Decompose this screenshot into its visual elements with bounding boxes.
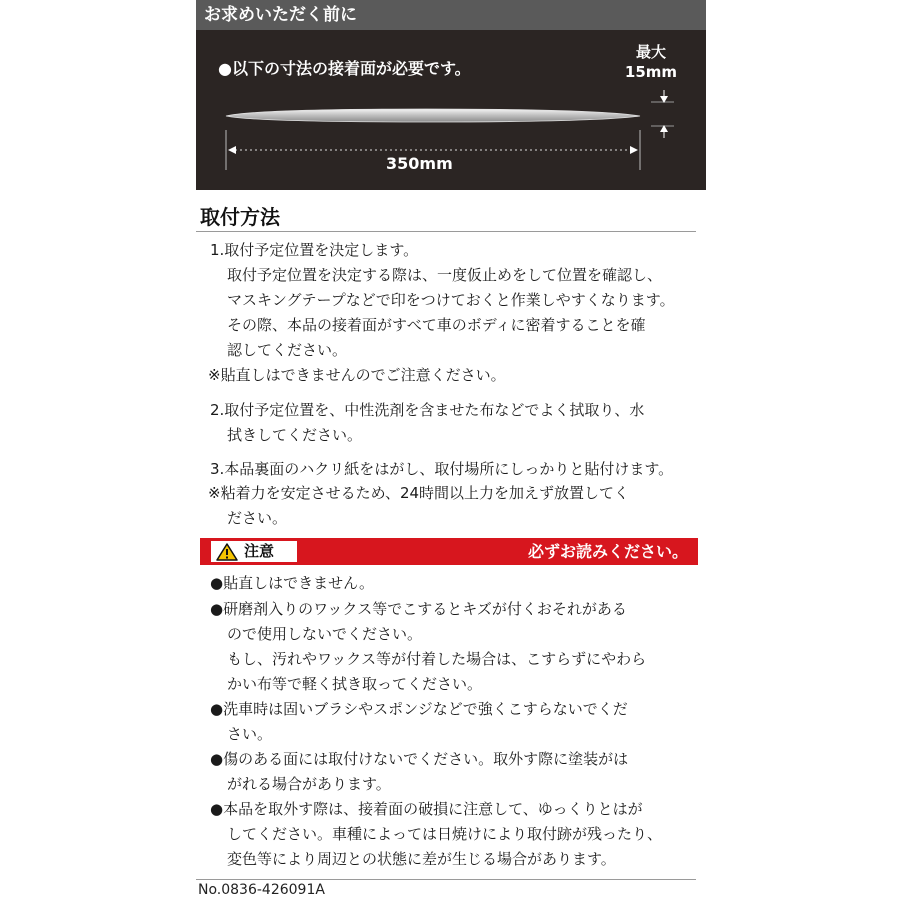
caution-item: ●傷のある面には取付けないでください。取外す際に塗装がは bbox=[210, 750, 629, 768]
caution-item-detail: がれる場合があります。 bbox=[227, 775, 391, 793]
length-arrow-right bbox=[630, 146, 638, 154]
caution-bar bbox=[200, 538, 698, 565]
step-3-note: ※粘着力を安定させるため、24時間以上力を加えず放置してく bbox=[208, 484, 630, 502]
must-read-text: 必ずお読みください。 bbox=[527, 542, 688, 561]
dimension-panel bbox=[196, 30, 706, 190]
footer-divider bbox=[196, 879, 696, 880]
step-1-note: ※貼直しはできませんのでご注意ください。 bbox=[208, 366, 506, 384]
warning-triangle-icon bbox=[216, 543, 238, 561]
caution-label: 注意 bbox=[244, 542, 275, 560]
caution-item: ●本品を取外す際は、接着面の破損に注意して、ゆっくりとはが bbox=[210, 800, 643, 818]
requirement-text: ●以下の寸法の接着面が必要です。 bbox=[218, 59, 471, 78]
caution-badge bbox=[211, 541, 297, 562]
step-1: 1.取付予定位置を決定します。 bbox=[210, 241, 419, 259]
step-3: 3.本品裏面のハクリ紙をはがし、取付場所にしっかりと貼付けます。 bbox=[210, 460, 674, 478]
step-1-detail: マスキングテープなどで印をつけておくと作業しやすくなります。 bbox=[227, 291, 675, 309]
caution-item-detail: してください。車種によっては日焼けにより取付跡が残ったり、 bbox=[227, 825, 663, 843]
caution-item: ●研磨剤入りのワックス等でこするとキズが付くおそれがある bbox=[210, 600, 627, 618]
step-3-note: ださい。 bbox=[227, 509, 288, 527]
length-label: 350mm bbox=[386, 154, 453, 173]
instruction-sheet bbox=[196, 0, 706, 900]
step-2: 2.取付予定位置を、中性洗剤を含ませた布などでよく拭取り、水 bbox=[210, 401, 645, 419]
max-label-text: 最大 bbox=[635, 43, 666, 61]
section-divider bbox=[196, 231, 696, 232]
caution-item-detail: もし、汚れやワックス等が付着した場合は、こすらずにやわら bbox=[227, 650, 647, 668]
caution-item: ●貼直しはできません。 bbox=[210, 574, 374, 592]
step-2-detail: 拭きしてください。 bbox=[227, 426, 363, 444]
caution-item-detail: 変色等により周辺との状態に差が生じる場合があります。 bbox=[227, 850, 616, 868]
caution-item-detail: さい。 bbox=[227, 725, 273, 743]
caution-item-detail: かい布等で軽く拭き取ってください。 bbox=[227, 675, 483, 693]
pre-purchase-header: お求めいただく前に bbox=[196, 0, 706, 30]
step-1-detail: 認してください。 bbox=[227, 341, 348, 359]
product-number: No.0836-426091A bbox=[198, 882, 325, 898]
caution-item: ●洗車時は固いブラシやスポンジなどで強くこすらないでくだ bbox=[210, 700, 628, 718]
step-1-detail: その際、本品の接着面がすべて車のボディに密着することを確 bbox=[227, 316, 646, 334]
max-value-text: 15mm bbox=[624, 63, 678, 81]
caution-item-detail: ので使用しないでください。 bbox=[227, 625, 423, 643]
step-1-detail: 取付予定位置を決定する際は、一度仮止めをして位置を確認し、 bbox=[227, 266, 663, 284]
length-arrow-left bbox=[228, 146, 236, 154]
molding-strip bbox=[226, 109, 640, 122]
mounting-method-title: 取付方法 bbox=[200, 205, 280, 229]
